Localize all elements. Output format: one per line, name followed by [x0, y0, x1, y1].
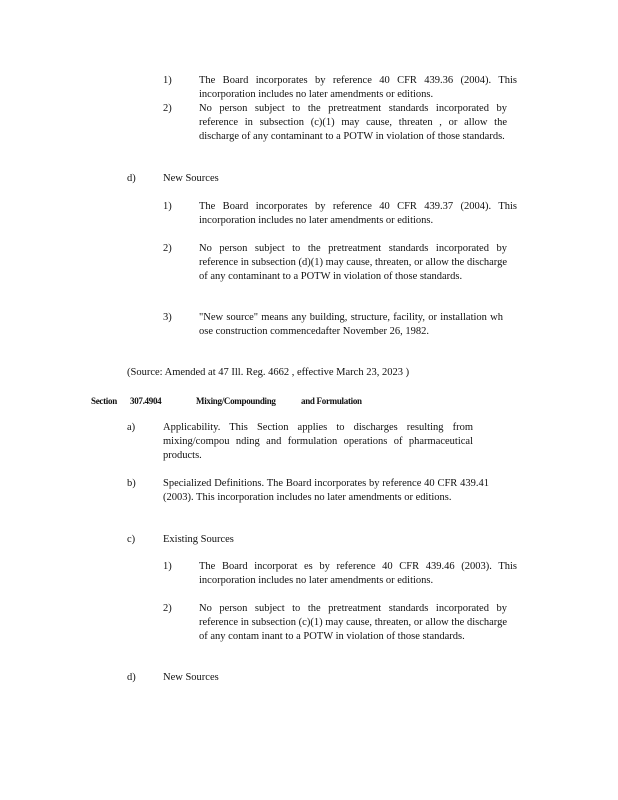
- section-title-continued: and Formulation: [301, 396, 362, 406]
- paragraph-text: Applicability. This Section applies to discharges resulting from mixing/compou nding and formulation operations of pharmaceutical products.: [163, 422, 473, 461]
- item-number: 1): [163, 201, 172, 212]
- item-number: 2): [163, 243, 172, 254]
- subsection-letter: c): [127, 534, 136, 545]
- item-number: 1): [163, 561, 172, 572]
- subsection-letter: a): [127, 422, 136, 433]
- item-number: 3): [163, 312, 172, 323]
- paragraph-text: "New source" means any building, structure, facility, or installation wh ose construction commencedafter November 26, 1982.: [199, 312, 503, 337]
- subsection-letter: d): [127, 672, 136, 683]
- section-label: Section: [91, 396, 117, 406]
- subsection-heading: Existing Sources: [163, 534, 234, 545]
- item-number: 1): [163, 75, 172, 86]
- paragraph-text: No person subject to the pretreatment standards incorporated by reference in subsection (c)(1) may cause, threaten , or allow the discharge of any contaminant to a POTW in violation of those standards.: [199, 103, 507, 142]
- paragraph-text: No person subject to the pretreatment standards incorporated by reference in subsection (c)(1) may cause, threaten, or allow the discharge of any contam inant to a POTW in violation of those standards.: [199, 603, 507, 642]
- paragraph-text: The Board incorporates by reference 40 CFR 439.37 (2004). This incorporation includes no later amendments or editions.: [199, 201, 517, 226]
- section-title: Mixing/Compounding: [196, 396, 276, 406]
- paragraph-text: Specialized Definitions. The Board incorporates by reference 40 CFR 439.41 (2003). This incorporation includes no later amendments or editions.: [163, 478, 489, 503]
- paragraph-text: The Board incorporat es by reference 40 CFR 439.46 (2003). This incorporation includes no later amendments or editions.: [199, 561, 517, 586]
- subsection-letter: d): [127, 173, 136, 184]
- paragraph-text: No person subject to the pretreatment standards incorporated by reference in subsection (d)(1) may cause, threaten, or allow the discharge of any contaminant to a POTW in violation of those standards.: [199, 243, 507, 282]
- subsection-letter: b): [127, 478, 136, 489]
- item-number: 2): [163, 603, 172, 614]
- item-number: 2): [163, 103, 172, 114]
- paragraph-text: The Board incorporates by reference 40 CFR 439.36 (2004). This incorporation includes no later amendments or editions.: [199, 75, 517, 100]
- subsection-heading: New Sources: [163, 173, 219, 184]
- section-number: 307.4904: [130, 396, 162, 406]
- subsection-heading: New Sources: [163, 672, 219, 683]
- source-note: (Source: Amended at 47 Ill. Reg. 4662 , effective March 23, 2023 ): [127, 367, 410, 378]
